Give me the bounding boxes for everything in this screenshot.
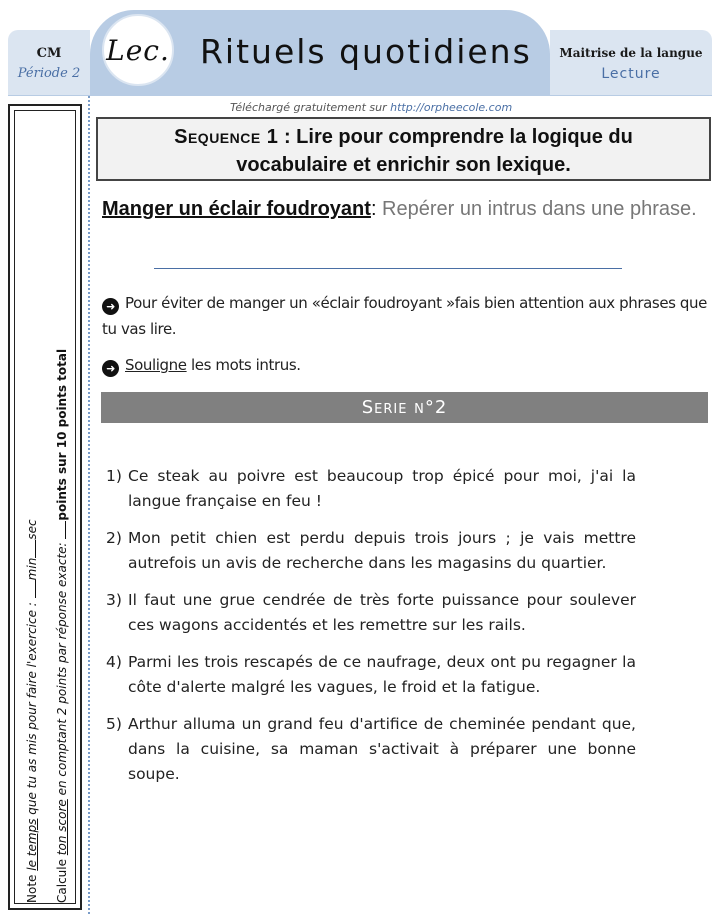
- subtitle-main: Manger un éclair foudroyant: [102, 198, 371, 220]
- item-number: 2): [106, 529, 122, 547]
- item-number: 3): [106, 591, 122, 609]
- item-number: 5): [106, 715, 122, 733]
- margin-dotted-line: [88, 96, 91, 914]
- arrow-right-icon: ➜: [102, 360, 119, 377]
- page-title: Rituels quotidiens: [200, 32, 532, 71]
- item-number: 4): [106, 653, 122, 671]
- sequence-heading: [96, 117, 711, 181]
- score-row: Calcule ton score en comptant 2 points par réponse exacte: points sur 10 points total: [55, 348, 69, 903]
- sequence-text-line2: vocabulaire et enrichir son lexique.: [236, 154, 571, 176]
- download-link[interactable]: http://orpheecole.com: [390, 101, 513, 114]
- subtitle-divider: [154, 268, 622, 269]
- item-text[interactable]: Il faut une grue cendrée de très forte puissance pour soulever ces wagons accidentés et les remettre sur les rails.: [128, 591, 636, 634]
- seconds-blank[interactable]: [26, 540, 36, 558]
- subtitle-rest: Repérer un intrus dans une phrase.: [376, 198, 697, 220]
- item-text[interactable]: Parmi les trois rescapés de ce naufrage, deux ont pu regagner la côte d'alerte malgré les vagues, le froid et la fatigue.: [128, 653, 636, 696]
- instruction-2-rest: les mots intrus.: [186, 356, 301, 374]
- instruction-2-underlined: Souligne: [125, 356, 187, 374]
- score-blank[interactable]: [56, 521, 66, 539]
- list-item: [106, 712, 636, 787]
- download-notice: [230, 101, 512, 114]
- serie-banner: Serie n°2: [101, 392, 708, 423]
- item-text[interactable]: Ce steak au poivre est beaucoup trop épicé pour moi, j'ai la langue française en feu !: [128, 467, 636, 510]
- domain-tab: [550, 30, 712, 96]
- score-sidebar-text: [17, 263, 77, 903]
- header-divider: [8, 95, 712, 96]
- logo-text: Lec.: [106, 33, 170, 67]
- sequence-label: Sequence 1: [174, 126, 279, 148]
- domain-label: Maitrise de la langue: [559, 46, 703, 60]
- level-tab: [8, 30, 90, 96]
- logo-badge: [102, 14, 174, 86]
- sequence-text-line1: : Lire pour comprendre la logique du: [278, 126, 633, 148]
- download-prefix: Téléchargé gratuitement: [230, 101, 366, 114]
- item-number: 1): [106, 467, 122, 485]
- item-text[interactable]: Mon petit chien est perdu depuis trois jours ; je vais mettre autrefois un avis de recherche dans les magasins du quartier.: [128, 529, 636, 572]
- download-middle: sur: [365, 101, 391, 114]
- list-item: [106, 588, 636, 638]
- minutes-blank[interactable]: [26, 580, 36, 598]
- period-label: Période 2: [17, 66, 81, 81]
- exercise-list: [106, 464, 636, 799]
- instruction-1: [102, 290, 708, 342]
- list-item: [106, 650, 636, 700]
- title-tab: [90, 10, 550, 96]
- instruction-1-text: Pour éviter de manger un «éclair foudroyant »fais bien attention aux phrases que tu vas lire.: [102, 294, 707, 338]
- item-text[interactable]: Arthur alluma un grand feu d'artifice de cheminée pendant que, dans la cuisine, sa maman s'activait à préparer une bonne soupe.: [128, 715, 636, 783]
- exercise-subtitle: [102, 195, 706, 223]
- level-label: CM: [36, 46, 62, 61]
- time-note-row: Note le temps que tu as mis pour faire l'exercice : minsec: [25, 519, 39, 903]
- arrow-right-icon: ➜: [102, 298, 119, 315]
- subtitle-colon: :: [370, 198, 377, 220]
- list-item: [106, 526, 636, 576]
- instruction-2: [102, 352, 708, 378]
- list-item: [106, 464, 636, 514]
- subdomain-label: Lecture: [601, 66, 661, 82]
